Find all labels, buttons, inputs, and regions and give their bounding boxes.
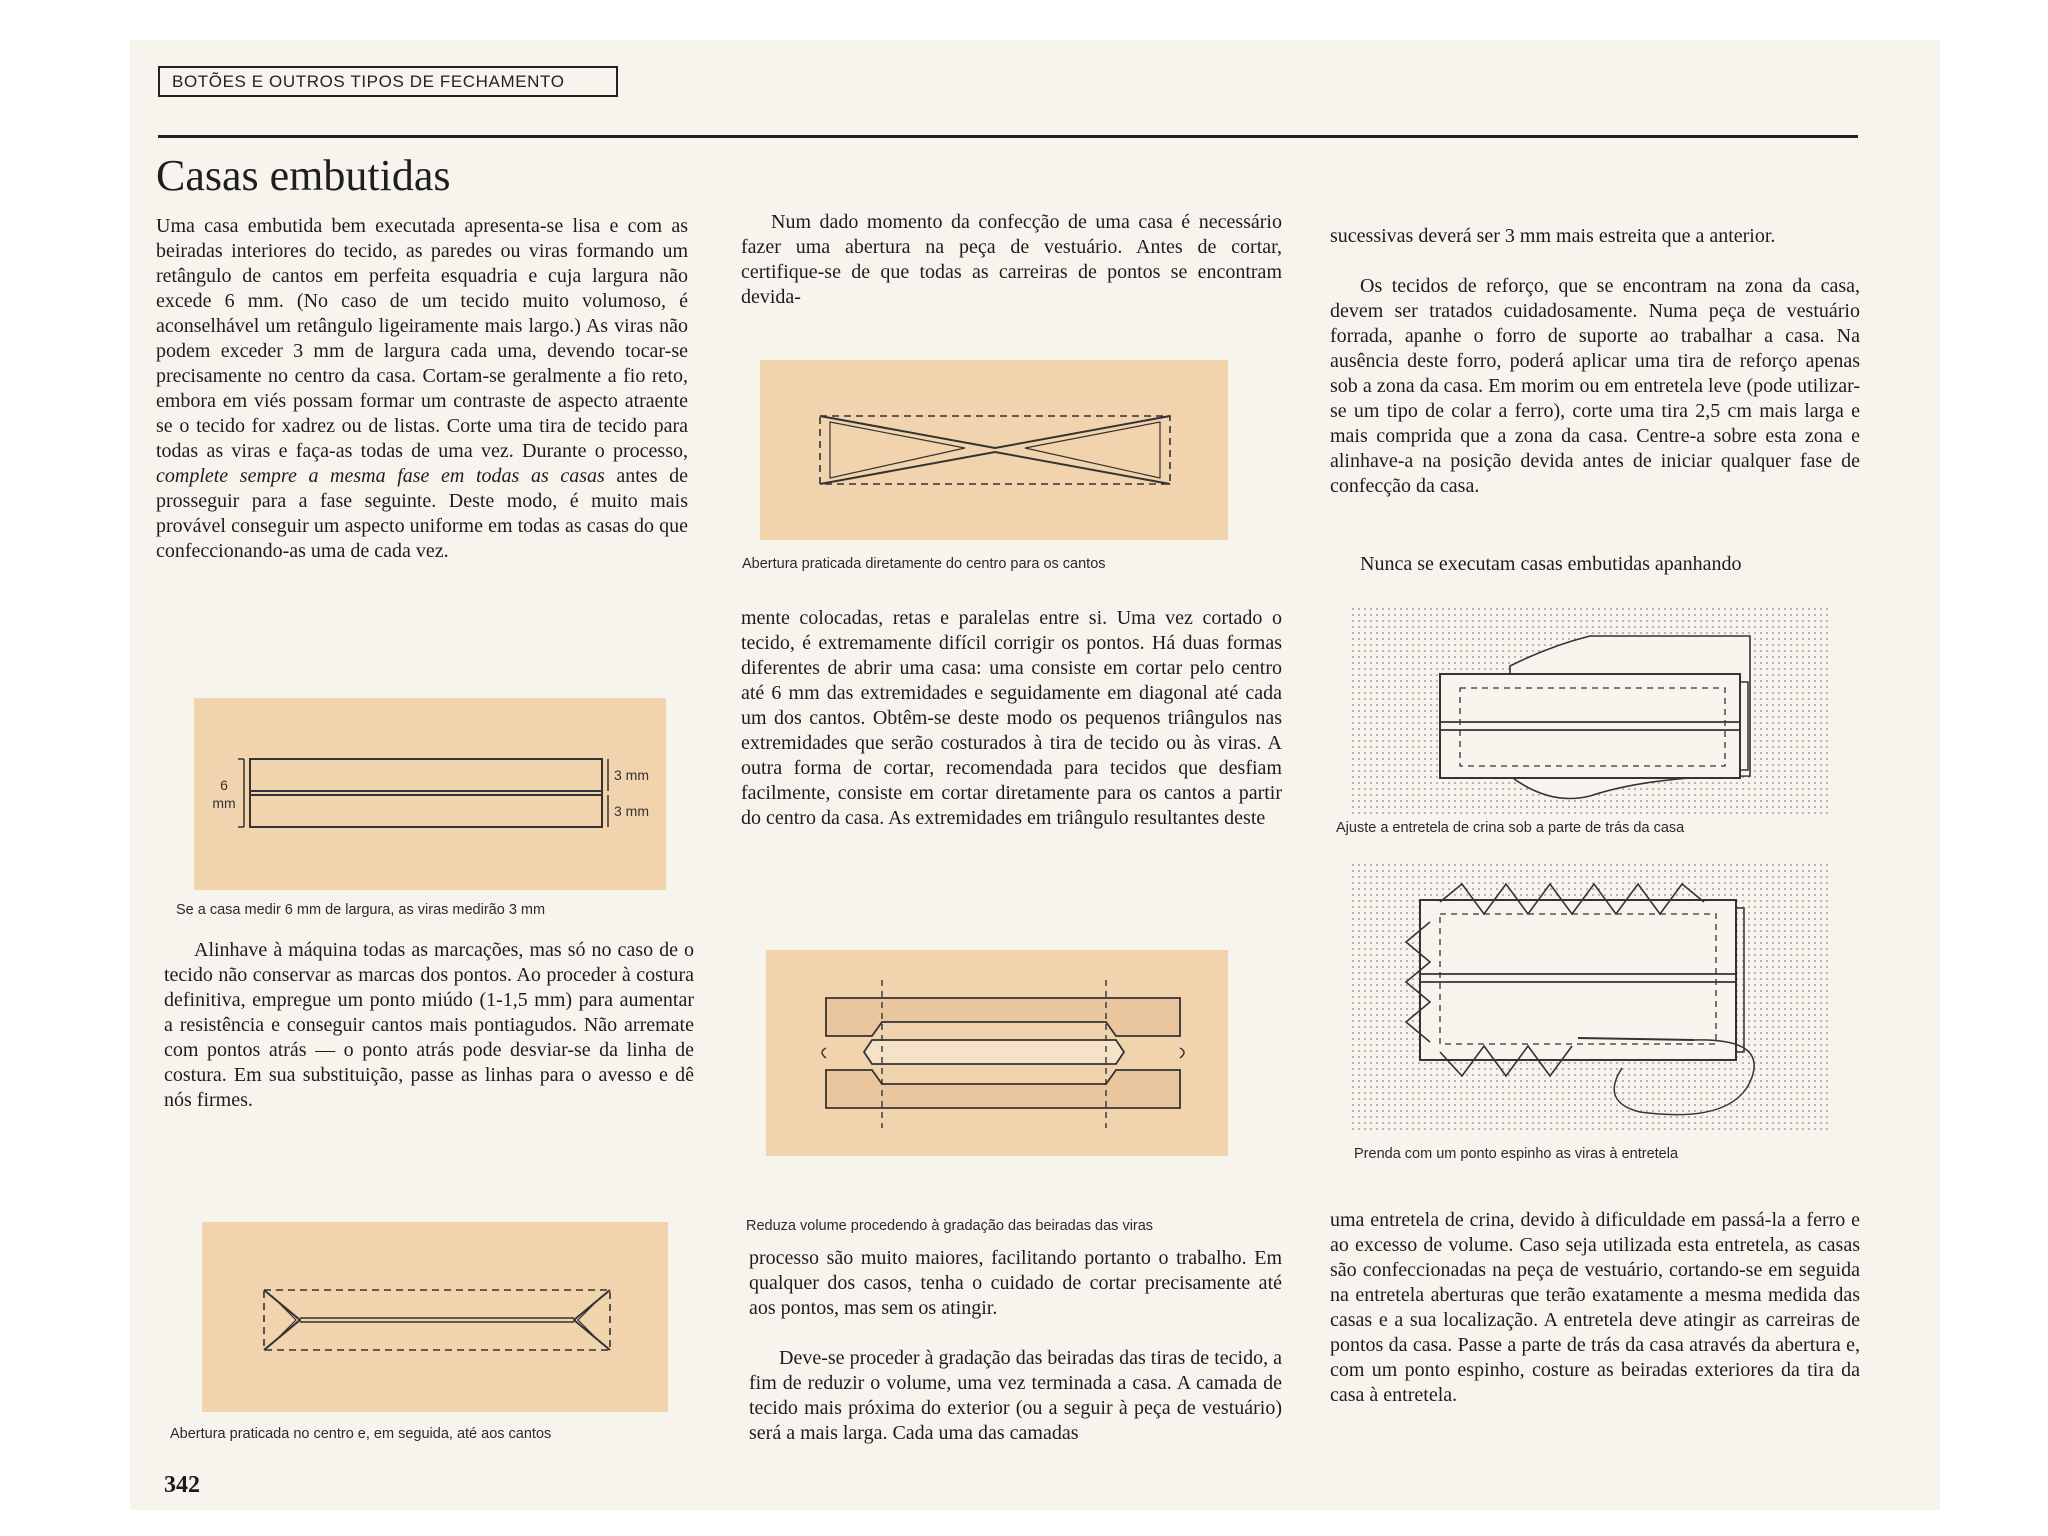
col2-paragraph-2: mente colocadas, retas e paralelas entre si. Uma vez cortado o tecido, é extremamente difícil corrigir os pontos. Há duas formas diferentes de abrir uma casa: uma consiste em cortar pelo centro até 6 mm das extremidades e seguidamente em diagonal até cada um dos cantos. Obtêm-se deste modo os pequenos triângulos nas extremidades que serão costurados à tira de tecido ou às viras. A outra forma de cortar, recomendada para tecidos que desfiam facilmente, consiste em cortar diretamente para os cantos a partir do centro da casa. As extremidades em triângulo resultantes deste: [741, 607, 1282, 829]
figure-6-caption: Prenda com um ponto espinho as viras à entretela: [1354, 1146, 1679, 1162]
figure-5-caption: Ajuste a entretela de crina sob a parte de trás da casa: [1336, 820, 1685, 836]
figure-2-caption: Abertura praticada no centro e, em seguida, até aos cantos: [170, 1426, 552, 1442]
figure-6-catch-stitch: [1350, 862, 1828, 1134]
dimension-label-6: 6: [220, 777, 228, 793]
figure-4-caption: Reduza volume procedendo à gradação das beiradas das viras: [746, 1218, 1154, 1234]
buttonhole-strip: [1440, 674, 1740, 778]
dimension-label-3mm-bottom: 3 mm: [614, 803, 649, 819]
col3-paragraph-4: uma entretela de crina, devido à dificuldade em passá-la a ferro e ao excesso de volume. Caso seja utilizada esta entretela, as casas são confeccionadas na peça de vestuário, cortando-se em seguida na entretela aberturas que terão exatamente a mesma medida das casas e a sua localização. A entretela deve atingir as carreiras de pontos da casa. Passe a parte de trás da casa através da abertura e, com um ponto espinho, costure as beiradas exteriores da tira da casa à entretela.: [1330, 1209, 1860, 1406]
page-number: 342: [164, 1472, 200, 1498]
col1-paragraph-1: Uma casa embutida bem executada apresenta-se lisa e com as beiradas interiores do tecido, as paredes ou viras formando um retângulo de cantos em perfeita esquadria e cuja largura não excede 6 mm. (No caso de um tecido muito volumoso, é aconselhável um retângulo ligeiramente mais largo.) As viras não podem exceder 3 mm de largura cada uma, devendo tocar-se precisamente no centro da casa. Cortam-se geralmente a fio reto, embora em viés possam formar um contraste de aspecto atraente se o tecido for xadrez ou de listas. Corte uma tira de tecido para todas as viras e faça-as todas de uma vez. Durante o processo, complete sempre a mesma fase em todas as casas antes de prosseguir para a fase seguinte. Deste modo, é muito mais provável conseguir um aspecto uniforme em todas as casas do que confeccionando-as uma de cada vez.: [156, 215, 688, 562]
col2-paragraph-3: processo são muito maiores, facilitando portanto o trabalho. Em qualquer dos casos, tenha o cuidado de cortar precisamente até aos pontos, mas sem os atingir.: [749, 1247, 1282, 1319]
figure-1-caption: Se a casa medir 6 mm de largura, as viras medirão 3 mm: [176, 902, 546, 918]
page-title: Casas embutidas: [156, 151, 451, 200]
section-header: BOTÕES E OUTROS TIPOS DE FECHAMENTO: [158, 66, 618, 97]
dimension-label-mm: mm: [212, 795, 236, 811]
figure-1-seam-widths: [194, 698, 666, 890]
figure-3-diagonal-cut: [760, 360, 1228, 540]
col2-paragraph-1: Num dado momento da confecção de uma casa é necessário fazer uma abertura na peça de vestuário. Antes de cortar, certifique-se de que todas as carreiras de pontos se encontram devida-: [741, 211, 1282, 308]
figure-4-graded-seams: [766, 950, 1228, 1156]
fabric-swatch: [202, 1222, 668, 1412]
col3-paragraph-1: sucessivas deverá ser 3 mm mais estreita que a anterior.: [1330, 225, 1776, 247]
header-rule: [158, 135, 1858, 138]
col3-paragraph-2: Os tecidos de reforço, que se encontram na zona da casa, devem ser tratados cuidadosamente. Numa peça de vestuário forrada, apanhe o forro de suporte ao trabalhar a casa. Na ausência deste forro, poderá aplicar uma tira de reforço apenas sob a zona da casa. Em morim ou em entretela leve (pode utilizar-se um tipo de colar a ferro), corte uma tira 2,5 cm mais larga e mais comprida que a zona da casa. Centre-a sobre esta zona e alinhave-a na posição devida antes de iniciar qualquer fase de confecção da casa.: [1330, 275, 1860, 497]
figure-5-hair-canvas: [1350, 606, 1828, 816]
figure-3-caption: Abertura praticada diretamente do centro para os cantos: [742, 556, 1106, 572]
dimension-label-3mm-top: 3 mm: [614, 767, 649, 783]
col1-paragraph-2: Alinhave à máquina todas as marcações, mas só no caso de o tecido não conservar as marcas dos pontos. Ao proceder à costura definitiva, empregue um ponto miúdo (1-1,5 mm) para aumentar a resistência e conseguir cantos mais pontiagudos. Não arremate com pontos atrás — o ponto atrás pode desviar-se da linha de costura. Em sua substituição, passe as linhas para o avesso e dê nós firmes.: [164, 939, 694, 1111]
col3-paragraph-3: Nunca se executam casas embutidas apanhando: [1360, 553, 1742, 575]
buttonhole-opening: [864, 1040, 1124, 1064]
figure-2-center-cut: [202, 1222, 668, 1412]
col2-paragraph-4: Deve-se proceder à gradação das beiradas das tiras de tecido, a fim de reduzir o volume, uma vez terminada a casa. A camada de tecido mais próxima do exterior (ou a seguir à peça de vestuário) será a mais larga. Cada uma das camadas: [749, 1347, 1282, 1444]
buttonhole-strip: [1420, 900, 1736, 1060]
